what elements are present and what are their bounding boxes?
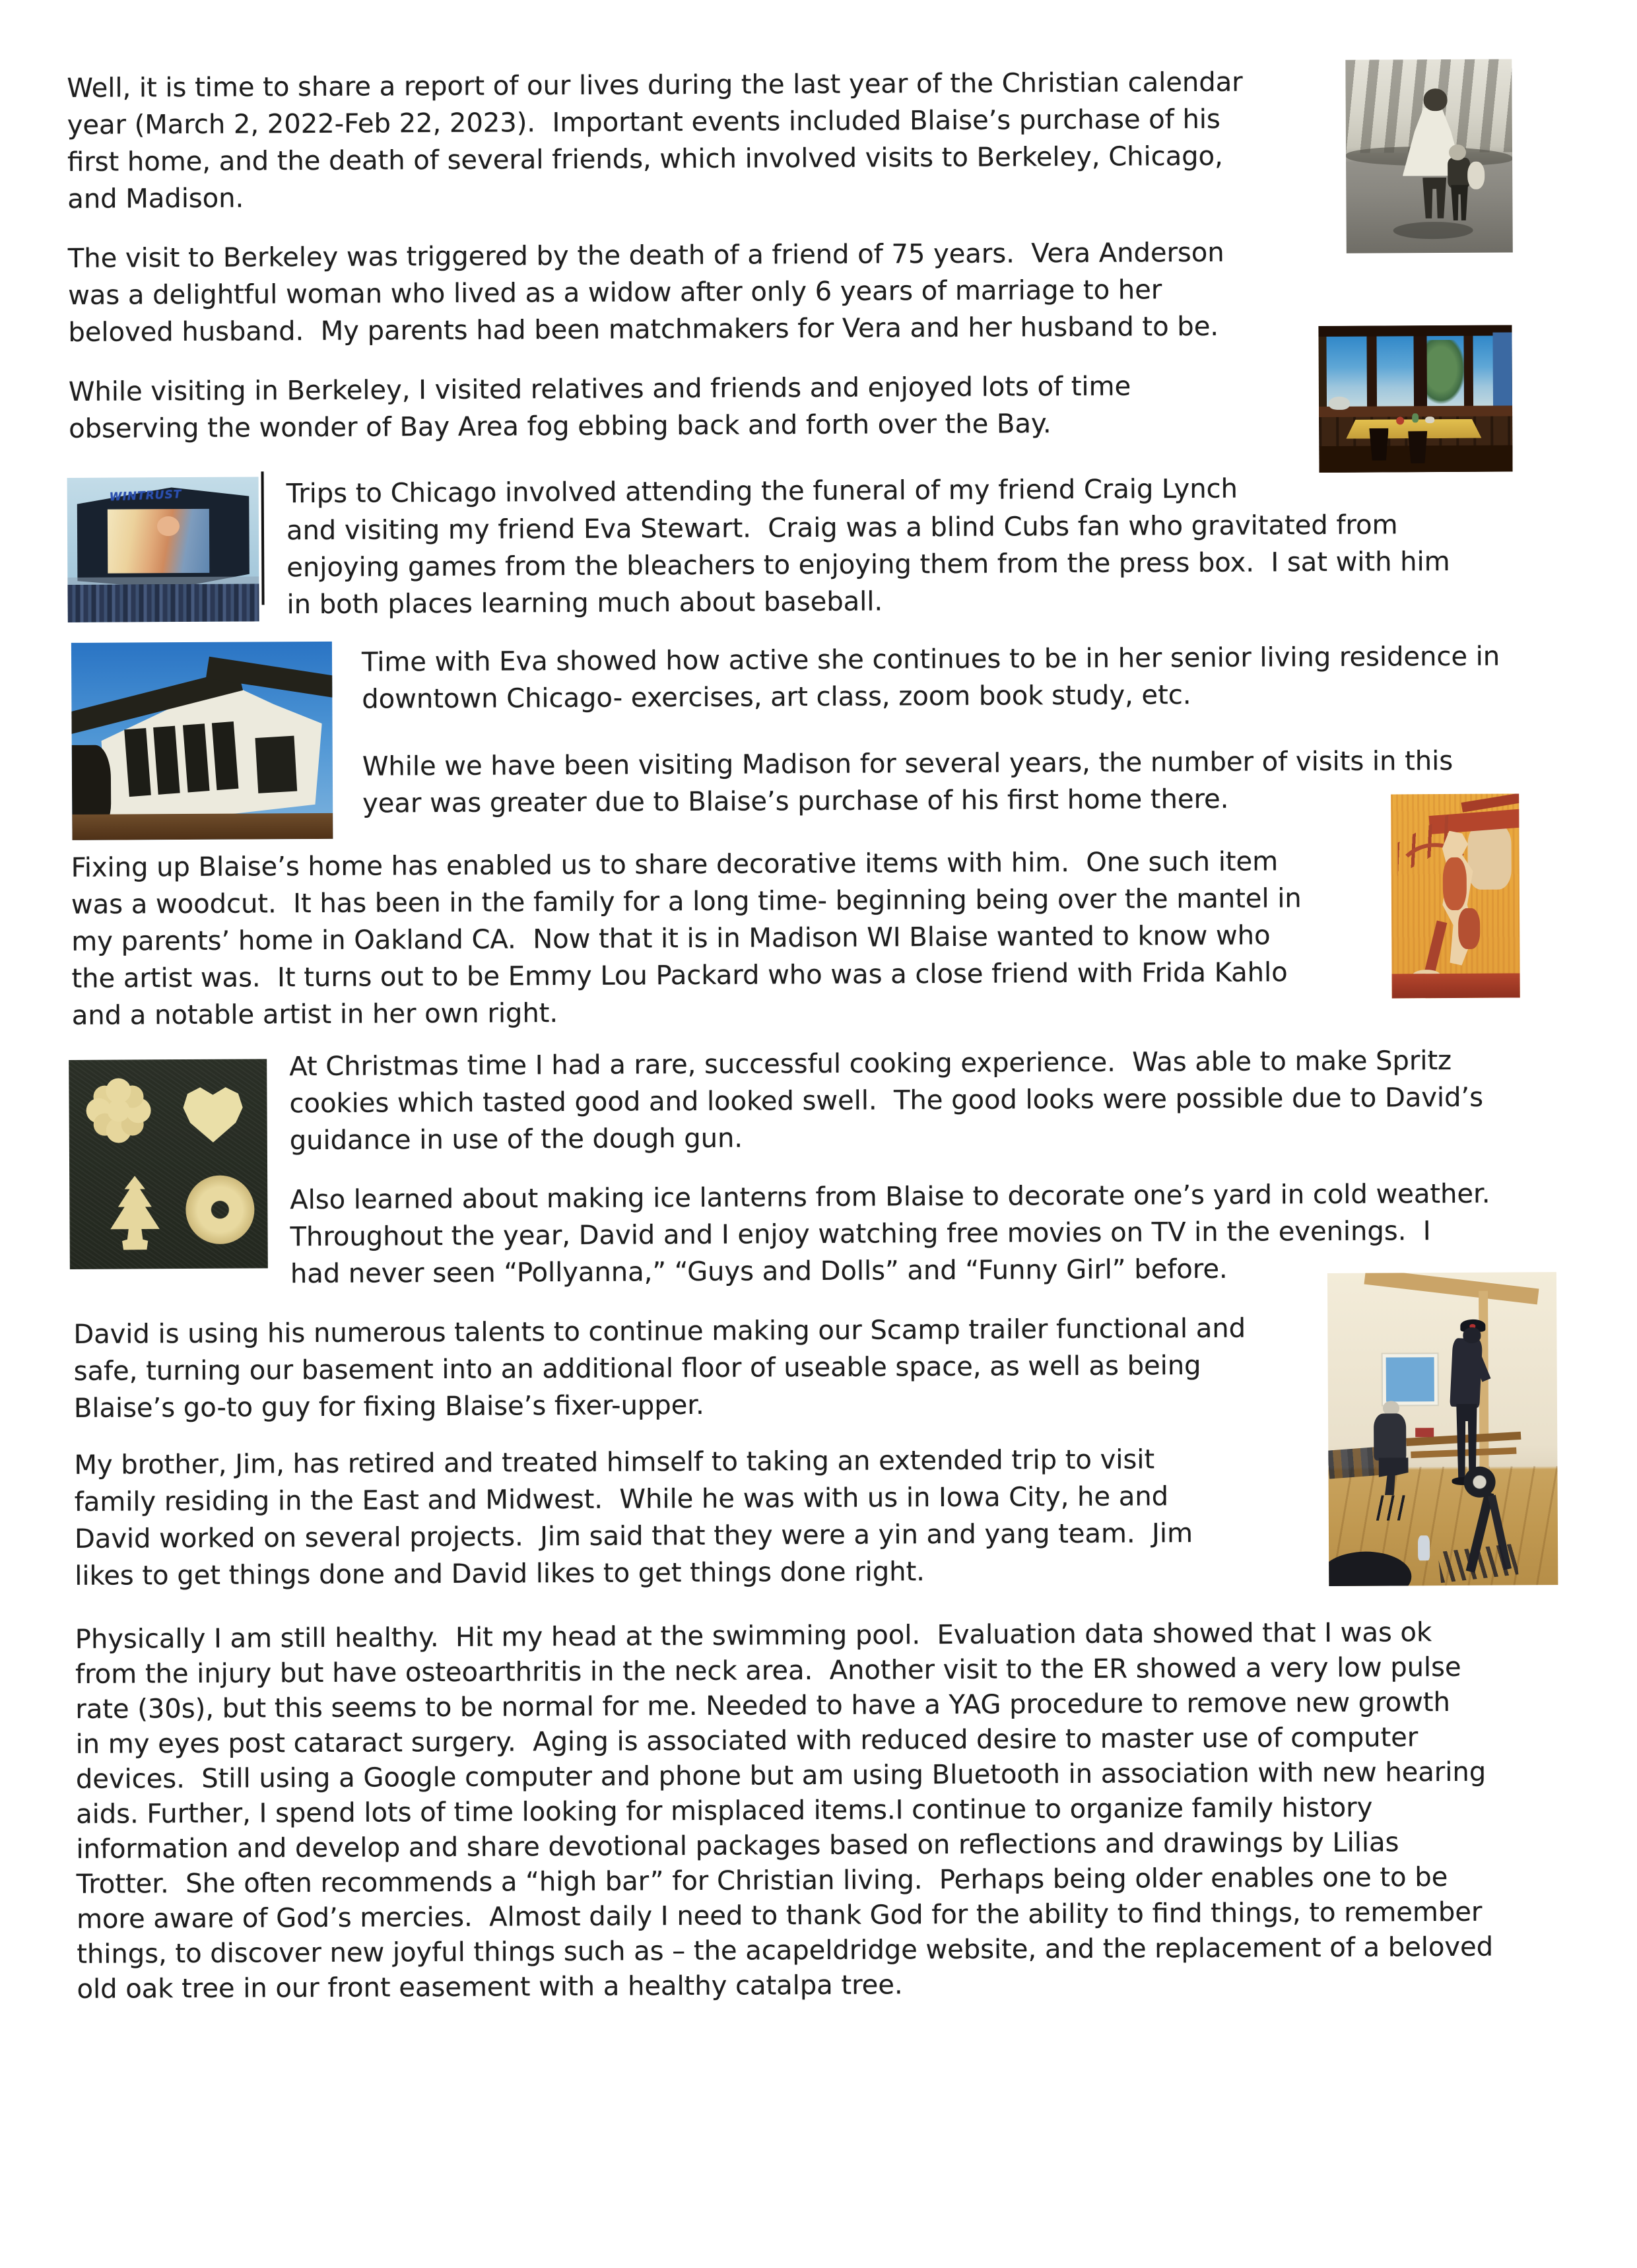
dirt-ground [72, 813, 333, 840]
tree-cookie [102, 1176, 168, 1250]
photo-vera-and-child [1345, 59, 1513, 253]
seated-man-body [1374, 1414, 1406, 1461]
table-item [1396, 417, 1404, 424]
paragraph-ice-lanterns-movies: Also learned about making ice lanterns from Blaise to decorate one’s yard in cold weather. Throughout the year, David and I enjoy watching free movies on TV in the evenings. I had never seen “Pollyanna,” “Guys and Dolls” and “Funny Girl” before. [290, 1178, 1490, 1290]
water-bottle [1418, 1535, 1430, 1560]
woman-legs [1422, 178, 1446, 218]
crowd-texture [67, 584, 259, 622]
chair-legs [1376, 1495, 1411, 1520]
paragraph-brother-jim: My brother, Jim, has retired and treated himself to taking an extended trip to visit family residing in the East and Midwest. While he was with us in Iowa City, he and David worked on several projects. Jim said that they were a yin and yang team. Jim likes to get things done and David likes to get things done right. [74, 1444, 1193, 1591]
photo-bay-window [1318, 325, 1512, 473]
window-mullion [1463, 331, 1473, 411]
paragraph-spritz-cookies: At Christmas time I had a rare, successful cooking experience. Was able to make Spritz cookies which tasted good and looked swell. The good looks were possible due to David’s guidance in use of the dough gun. [289, 1045, 1484, 1156]
window-frame [1318, 325, 1512, 336]
photo-white-house [71, 642, 333, 840]
paragraph-woodcut: Fixing up Blaise’s home has enabled us to share decorative items with him. One such item was a woodcut. It has been in the family for a long time- beginning being over the mantel in my parents’ home in Oakland CA. Now that it is in Madison WI Blaise wanted to know who the artist was. It turns out to be Emmy Lou Packard who was a close friend with Frida Kahlo and a notable artist in her own right. [71, 846, 1302, 1031]
red-base-bar [1392, 973, 1520, 998]
child-legs [1451, 185, 1468, 220]
paragraph-health-and-faith: Physically I am still healthy. Hit my head at the swimming pool. Evaluation data showed that I was ok from the injury but have osteoarthritis in the neck area. Another visit to the ER showed a very low pulse rate (30s), but this seems to be normal for me. Needed to have a YAG procedure to remove new growth in my eyes post cataract surgery. Aging is associated with reduced desire to master use of computer devices. Still using a Google computer and phone but am using Bluetooth in association with new hearing aids. Further, I spend lots of time looking for misplaced items.I continue to organize family history information and develop and share devotional packages based on reflections and drawings by Lilias Trotter. She often recommends a “high bar” for Christian living. Perhaps being older enables one to be more aware of God’s mercies. Almost daily I need to thank God for the ability to find things, to remember things, to discover new joyful things such as – the acapeldridge website, and the replacement of a beloved old oak tree in our front easement with a healthy catalpa tree. [75, 1617, 1494, 2005]
photo-spritz-cookies [69, 1059, 268, 1269]
paragraph-bay-fog: While visiting in Berkeley, I visited relatives and friends and enjoyed lots of time observing the wonder of Bay Area fog ebbing back and forth over the Bay. [68, 371, 1131, 444]
red-patch [1442, 857, 1467, 911]
red-toolbox [1415, 1428, 1434, 1437]
chair-silhouette [1369, 428, 1389, 461]
paragraph-david-projects: David is using his numerous talents to continue making our Scamp trailer functional and safe, turning our basement into an additional floor of useable space, as well as being Blaise’s go-to guy for fixing Blaise’s fixer-upper. [73, 1313, 1246, 1424]
heart-cookie [181, 1084, 244, 1143]
paragraph-berkeley-visit: The visit to Berkeley was triggered by the death of a friend of 75 years. Vera Anderson was a delightful woman who lived as a widow after only 6 years of marriage to her beloved husband. My parents had been matchmakers for Vera and her husband to be. [67, 237, 1224, 348]
video-screen [108, 509, 209, 573]
paragraph-intro: Well, it is time to share a report of our lives during the last year of the Christian calendar year (March 2, 2022-Feb 22, 2023). Important events included Blaise’s purchase of his first home, and the death of several friends, which involved visits to Berkeley, Chicago, and Madison. [67, 67, 1243, 215]
paragraph-madison-visits: While we have been visiting Madison for several years, the number of visits in this year was greater due to Blaise’s purchase of his first home there. [362, 745, 1453, 819]
photo-basement-work [1327, 1272, 1558, 1586]
dark-window [124, 728, 150, 797]
chair-silhouette [1408, 431, 1428, 463]
ceiling-beam [1364, 1272, 1539, 1304]
window-mullion [1413, 331, 1427, 411]
window-mullion [1367, 331, 1377, 411]
photo-wintrust-scoreboard [67, 477, 259, 622]
flower-cookie [108, 1099, 130, 1121]
vertical-divider-line [261, 471, 265, 605]
woman-head [1424, 88, 1448, 111]
wintrust-sign-text: WINTRUST [109, 487, 182, 504]
basement-window [1383, 1354, 1438, 1405]
paragraph-chicago-trips: Trips to Chicago involved attending the funeral of my friend Craig Lynch and visiting my friend Eva Stewart. Craig was a blind Cubs fan who gravitated from enjoying games from the bleachers to enjoying them from the press box. I sat with him in both places learning much about baseball. [286, 473, 1450, 620]
ground-shadow [1393, 222, 1473, 240]
table-item [1425, 417, 1434, 423]
paragraph-eva: Time with Eva showed how active she continues to be in her senior living residence in downtown Chicago- exercises, art class, zoom book study, etc. [361, 641, 1500, 715]
standing-man-torso [1450, 1337, 1483, 1407]
teapot [1329, 396, 1350, 409]
white-bundle [1467, 162, 1485, 189]
wreath-cookie [185, 1175, 255, 1244]
standing-man-head [1463, 1327, 1481, 1343]
dark-window [183, 723, 209, 792]
window-row [124, 721, 238, 797]
red-patch [1458, 908, 1480, 949]
table-item [1412, 413, 1419, 422]
dark-window [153, 725, 180, 794]
child-body [1448, 158, 1470, 188]
photo-woodcut-print [1391, 793, 1520, 998]
dark-window [255, 735, 298, 793]
